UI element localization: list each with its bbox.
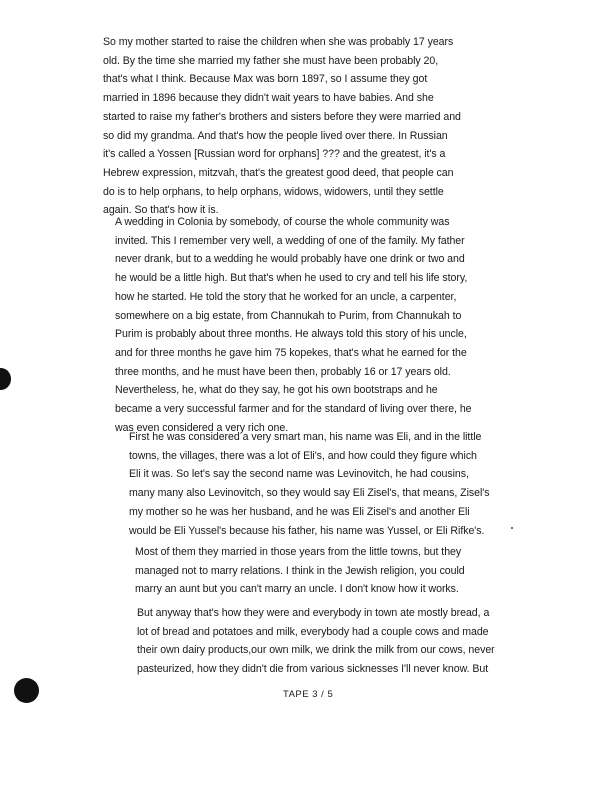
page-footer: TAPE 3 / 5 [283,689,334,700]
paragraph-father-name-eli [129,428,489,540]
text-line: somewhere on a big estate, from Channukah to Purim, from Channukah to [115,309,462,322]
text-line: Eli it was. So let's say the second name was Levinovitch, he had cousins, [129,468,469,481]
binder-hole-mark [14,678,39,703]
text-line: towns, the villages, there was a lot of Eli's, and how could they figure which [129,449,477,462]
text-line: invited. This I remember very well, a wedding of one of the family. My father [115,234,465,247]
text-line: was even considered a very rich one. [115,421,289,434]
text-line: started to raise my father's brothers and sisters before they were married and [103,110,461,123]
text-line: their own dairy products,our own milk, we drink the milk from our cows, never [137,644,495,657]
text-line: and for three months he gave him 75 kopekes, that's what he earned for the [115,346,467,359]
paragraph-town-diet [137,604,495,679]
text-line: married in 1896 because they didn't wait years to have babies. And she [103,92,434,105]
text-line: it's called a Yossen [Russian word for orphans] ??? and the greatest, it's a [103,148,446,161]
text-line: that's what I think. Because Max was born 1897, so I assume they got [103,73,428,86]
text-line: pasteurized, how they didn't die from various sicknesses I'll never know. But [137,663,489,676]
text-line: managed not to marry relations. I think in the Jewish religion, you could [135,564,465,577]
text-line: many many also Levinovitch, so they would say Eli Zisel's, that means, Zisel's [129,487,490,500]
text-line: Purim is probably about three months. He always told this story of his uncle, [115,328,467,341]
text-line: Nevertheless, he, what do they say, he got his own bootstraps and he [115,384,438,397]
binder-hole-mark [0,368,11,390]
text-line: So my mother started to raise the children when she was probably 17 years [103,36,454,48]
text-line: Most of them they married in those years from the little towns, but they [135,546,462,558]
text-line: three months, and he must have been then, probably 16 or 17 years old. [115,365,451,378]
text-line: do is to help orphans, to help orphans, widows, widowers, until they settle [103,185,444,198]
text-line: he would be a little high. But that's when he used to cry and tell his life story, [115,272,468,285]
text-line: would be Eli Yussel's because his father, his name was Yussel, or Eli Rifke's. [129,524,485,537]
text-line: Hebrew expression, mitzvah, that's the greatest good deed, that people can [103,166,454,179]
text-line: A wedding in Colonia by somebody, of course the whole community was [115,216,450,228]
text-line: became a very successful farmer and for the standard of living over there, he [115,403,472,416]
paragraph-wedding-in-colonia [115,213,472,437]
text-line: again. So that's how it is. [103,204,219,217]
text-line: marry an aunt but you can't marry an uncle. I don't know how it works. [135,583,459,596]
text-line: First he was considered a very smart man, his name was Eli, and in the little [129,431,482,443]
paragraph-mother-raising-children [103,33,461,220]
text-line: my mother so he was her husband, and he was Eli Zisel's and another Eli [129,505,470,518]
text-line: never drank, but to a wedding he would probably have one drink or two and [115,253,465,266]
text-line: how he started. He told the story that he worked for an uncle, a carpenter, [115,290,457,303]
text-line: so did my grandma. And that's how the people lived over there. In Russian [103,129,448,142]
paragraph-marriage-customs [135,543,465,599]
text-line: old. By the time she married my father she must have been probably 20, [103,54,439,67]
text-line: lot of bread and potatoes and milk, everybody had a couple cows and made [137,625,489,638]
text-line: But anyway that's how they were and everybody in town ate mostly bread, a [137,607,490,619]
scan-speck [511,527,513,529]
